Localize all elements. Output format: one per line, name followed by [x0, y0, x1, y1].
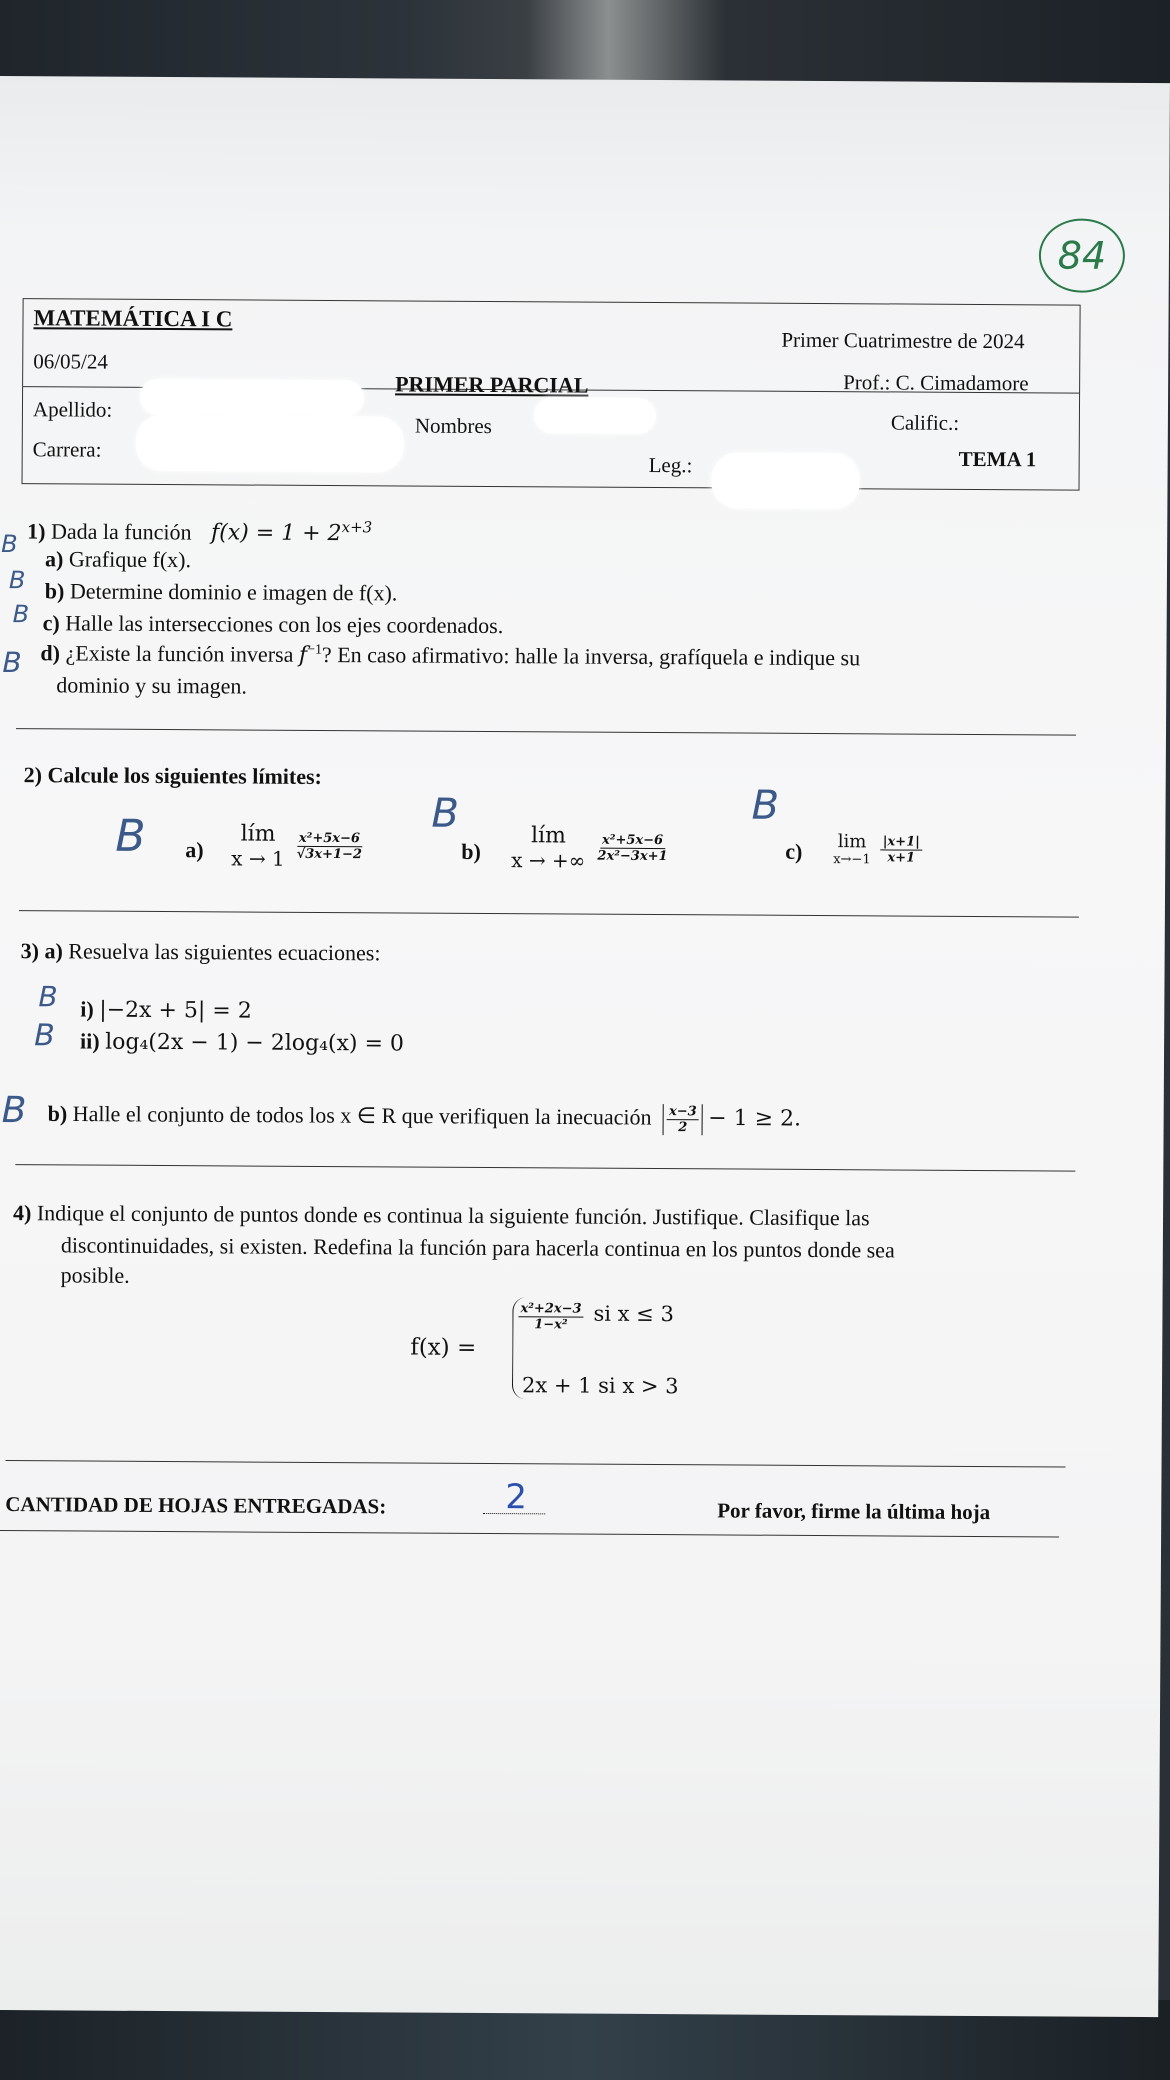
separator-5 [0, 1530, 1059, 1537]
q4-case-1-fraction [518, 1301, 583, 1332]
q3i [80, 997, 252, 1024]
q4-case-1-numerator: x²+2x−3 [518, 1301, 583, 1317]
mark-q3i: B [38, 980, 58, 1014]
q2c-label: c) [785, 838, 803, 864]
q1-intro-text: Dada la función [50, 518, 192, 545]
q2a-numerator: x²+5x−6 [297, 831, 362, 847]
separator-1 [16, 728, 1076, 735]
q3a-text: Resuelva las siguientes ecuaciones: [68, 938, 381, 966]
q2b-label: b) [461, 838, 481, 864]
q2a-denominator: √3x+1−2 [296, 846, 362, 863]
q1-function: f(x) = 1 + 2 [210, 520, 342, 547]
mark-q1d: B [2, 646, 22, 680]
q3b-abs [663, 1104, 703, 1135]
q4-case-1 [518, 1301, 674, 1333]
mark-q2b: B [431, 790, 460, 837]
q4-case-1-condition: si x ≤ 3 [593, 1301, 674, 1327]
exam-date: 06/05/24 [33, 349, 109, 374]
q1d-text-3: dominio y su imagen. [56, 672, 248, 699]
q3b-fraction [667, 1104, 699, 1135]
q2b-limit [511, 823, 585, 872]
q4-case-2: 2x + 1 si x > 3 [521, 1373, 679, 1399]
q4-text-2: discontinuidades, si existen. Redefina la función para hacerla continua en los puntos donde sea [60, 1232, 895, 1263]
q1c-text: Halle las intersecciones con los ejes coordenados. [65, 610, 504, 639]
q3b-tail: − 1 ≥ 2. [708, 1105, 802, 1132]
q1a [45, 546, 191, 573]
q1-function-exponent: x+3 [341, 518, 373, 537]
q1-number: 1) [27, 518, 46, 544]
redaction-file [711, 452, 859, 509]
q3b-text: Halle el conjunto de todos los x ∈ R que verifiquen la inecuación [72, 1101, 652, 1130]
exam-title: PRIMER PARCIAL [395, 371, 589, 398]
q4-line-1 [13, 1200, 870, 1231]
q2c-lim-word: lim [837, 831, 867, 853]
q3ii-label: ii) [80, 1028, 100, 1054]
q2c-limit [833, 831, 871, 867]
q3ii [80, 1029, 404, 1057]
separator-4 [6, 1460, 1066, 1467]
q4-text-1: Indique el conjunto de puntos donde es continua la siguiente función. Justifique. Clasifique las [36, 1200, 870, 1231]
mark-q3ii: B [34, 1018, 55, 1054]
q2a-lim-sub: x → 1 [231, 846, 285, 871]
exam-sheet [0, 76, 1170, 2017]
surname-label: Apellido: [32, 397, 113, 422]
q1a-text: Grafique f(x). [68, 546, 192, 573]
topic: TEMA 1 [958, 446, 1037, 472]
q2b-numerator: x²+5x−6 [600, 833, 665, 849]
q4-text-3: posible. [60, 1262, 130, 1288]
q2c-denominator: x+1 [887, 849, 916, 866]
q2a-expression [231, 821, 364, 871]
q2a-fraction [295, 831, 364, 862]
redaction-surname [140, 379, 364, 416]
mark-q3b: B [1, 1090, 27, 1132]
q3ii-equation: log₄(2x − 1) − 2log₄(x) = 0 [105, 1029, 404, 1057]
q2b-lim-word: lím [530, 823, 566, 849]
mark-q2a: B [115, 810, 146, 862]
q3a [21, 938, 381, 966]
q4-case-1-denominator: 1−x² [534, 1317, 568, 1333]
q2a-label: a) [185, 837, 204, 863]
q1d-label: d) [40, 640, 61, 666]
q3i-equation: |−2x + 5| = 2 [99, 997, 252, 1024]
q2b-denominator: 2x²−3x+1 [597, 848, 668, 865]
separator-3 [15, 1164, 1075, 1171]
q3b [48, 1100, 802, 1136]
redaction-names [534, 397, 656, 434]
q2-title: 2) Calcule los siguientes límites: [23, 762, 323, 789]
q1b [45, 578, 398, 606]
q1d [40, 640, 860, 671]
sign-note: Por favor, firme la última hoja [717, 1498, 991, 1525]
q1b-label: b) [44, 578, 65, 604]
q2c-fraction [881, 834, 922, 865]
separator-2 [19, 910, 1079, 917]
q4-number: 4) [12, 1200, 32, 1226]
grade-circle: 84 [1039, 218, 1125, 293]
mark-q2c: B [751, 782, 780, 829]
q2c-expression [833, 831, 922, 868]
q2b-expression [511, 823, 670, 873]
q2c-numerator: |x+1| [881, 834, 922, 850]
q1c [43, 610, 504, 639]
q3a-label: a) [44, 938, 63, 964]
semester: Primer Cuatrimestre de 2024 [781, 327, 1025, 354]
q3b-label: b) [47, 1100, 68, 1126]
q1d-f: f [298, 642, 308, 668]
mark-q1a: B [1, 530, 18, 559]
q1d-inverse-sup: −1 [307, 642, 323, 658]
q2b-lim-sub: x → +∞ [511, 848, 586, 873]
career-label: Carrera: [32, 437, 102, 462]
q2b-fraction [595, 833, 669, 864]
professor: Prof.: C. Cimadamore [843, 370, 1029, 396]
q2c-lim-sub: x→−1 [833, 852, 871, 868]
q4-fx: f(x) = [410, 1334, 477, 1361]
q1-intro [27, 516, 372, 546]
q3b-numerator: x−3 [667, 1104, 699, 1120]
q1d-text-1: ¿Existe la función inversa [65, 640, 294, 667]
q1a-label: a) [44, 546, 64, 572]
q3i-label: i) [80, 996, 94, 1022]
q1c-label: c) [42, 610, 60, 636]
q1b-text: Determine dominio e imagen de f(x). [69, 578, 398, 606]
sheets-value: 2 [505, 1477, 528, 1518]
names-label: Nombres [414, 413, 492, 439]
grade-label: Calific.: [890, 410, 960, 435]
sheets-label: CANTIDAD DE HOJAS ENTREGADAS: [5, 1492, 387, 1519]
q1d-text-2: ? En caso afirmativo: halle la inversa, grafíquela e indique su [321, 641, 861, 671]
q2a-limit [231, 821, 285, 870]
q3b-denominator: 2 [678, 1120, 688, 1136]
mark-q1b: B [8, 566, 26, 595]
q2a-lim-word: lím [240, 821, 276, 847]
course-name: MATEMÁTICA I C [33, 305, 233, 332]
file-label: Leg.: [648, 452, 693, 478]
mark-q1c: B [12, 600, 30, 629]
redaction-career [136, 415, 404, 473]
q3-number: 3) [20, 938, 40, 964]
